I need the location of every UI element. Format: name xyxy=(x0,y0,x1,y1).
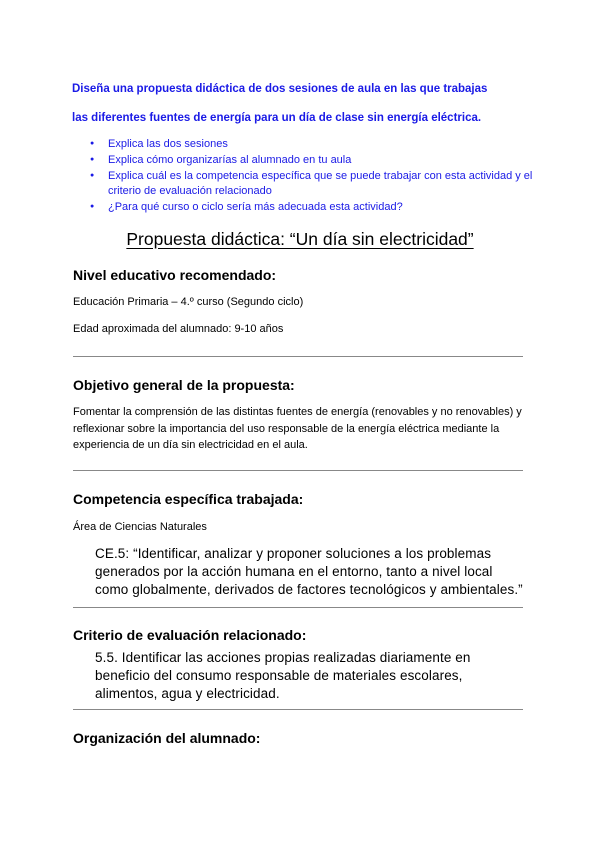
list-item: ● Explica cómo organizarías al alumnado en tu aula xyxy=(90,153,540,168)
competencia-area: Área de Ciencias Naturales xyxy=(73,521,207,533)
list-item: ● Explica las dos sesiones xyxy=(90,137,540,152)
organizacion-heading: Organización del alumnado: xyxy=(73,730,261,746)
prompt-bullet-list xyxy=(90,137,540,216)
competencia-heading: Competencia específica trabajada: xyxy=(73,491,304,507)
objetivo-text: Fomentar la comprensión de las distintas fuentes de energía (renovables y no renovables) y reflexionar sobre la importancia del uso responsable de la energía eléctrica mediante la experiencia de un día sin electricidad en el aula. xyxy=(73,406,522,451)
list-item: ● Explica cuál es la competencia específica que se puede trabajar con esta actividad y el criterio de evaluación relacionado xyxy=(90,169,540,198)
section-divider xyxy=(73,607,523,608)
list-item: ● ¿Para qué curso o ciclo sería más adecuada esta actividad? xyxy=(90,200,540,215)
section-divider xyxy=(73,709,523,710)
nivel-heading: Nivel educativo recomendado: xyxy=(73,267,277,283)
section-divider xyxy=(73,356,523,357)
document-title: Propuesta didáctica: “Un día sin electricidad” xyxy=(126,229,474,249)
criterio-heading: Criterio de evaluación relacionado: xyxy=(73,627,307,643)
section-divider xyxy=(73,470,523,471)
objetivo-heading: Objetivo general de la propuesta: xyxy=(73,377,295,393)
competencia-quote: CE.5: “Identificar, analizar y proponer soluciones a los problemas generados por la acción humana en el entorno, tanto a nivel local como globalmente, derivados de factores tecnológicos y ambientales.” xyxy=(95,546,523,597)
criterio-text: 5.5. Identificar las acciones propias realizadas diariamente en beneficio del consumo responsable de materiales escolares, alimentos, agua y electricidad. xyxy=(95,650,471,701)
prompt-line-1: Diseña una propuesta didáctica de dos sesiones de aula en las que trabajas xyxy=(72,83,488,95)
prompt-line-2: las diferentes fuentes de energía para un día de clase sin energía eléctrica. xyxy=(72,112,482,124)
nivel-line-1: Educación Primaria – 4.º curso (Segundo ciclo) xyxy=(73,296,304,308)
nivel-line-2: Edad aproximada del alumnado: 9-10 años xyxy=(73,323,284,335)
